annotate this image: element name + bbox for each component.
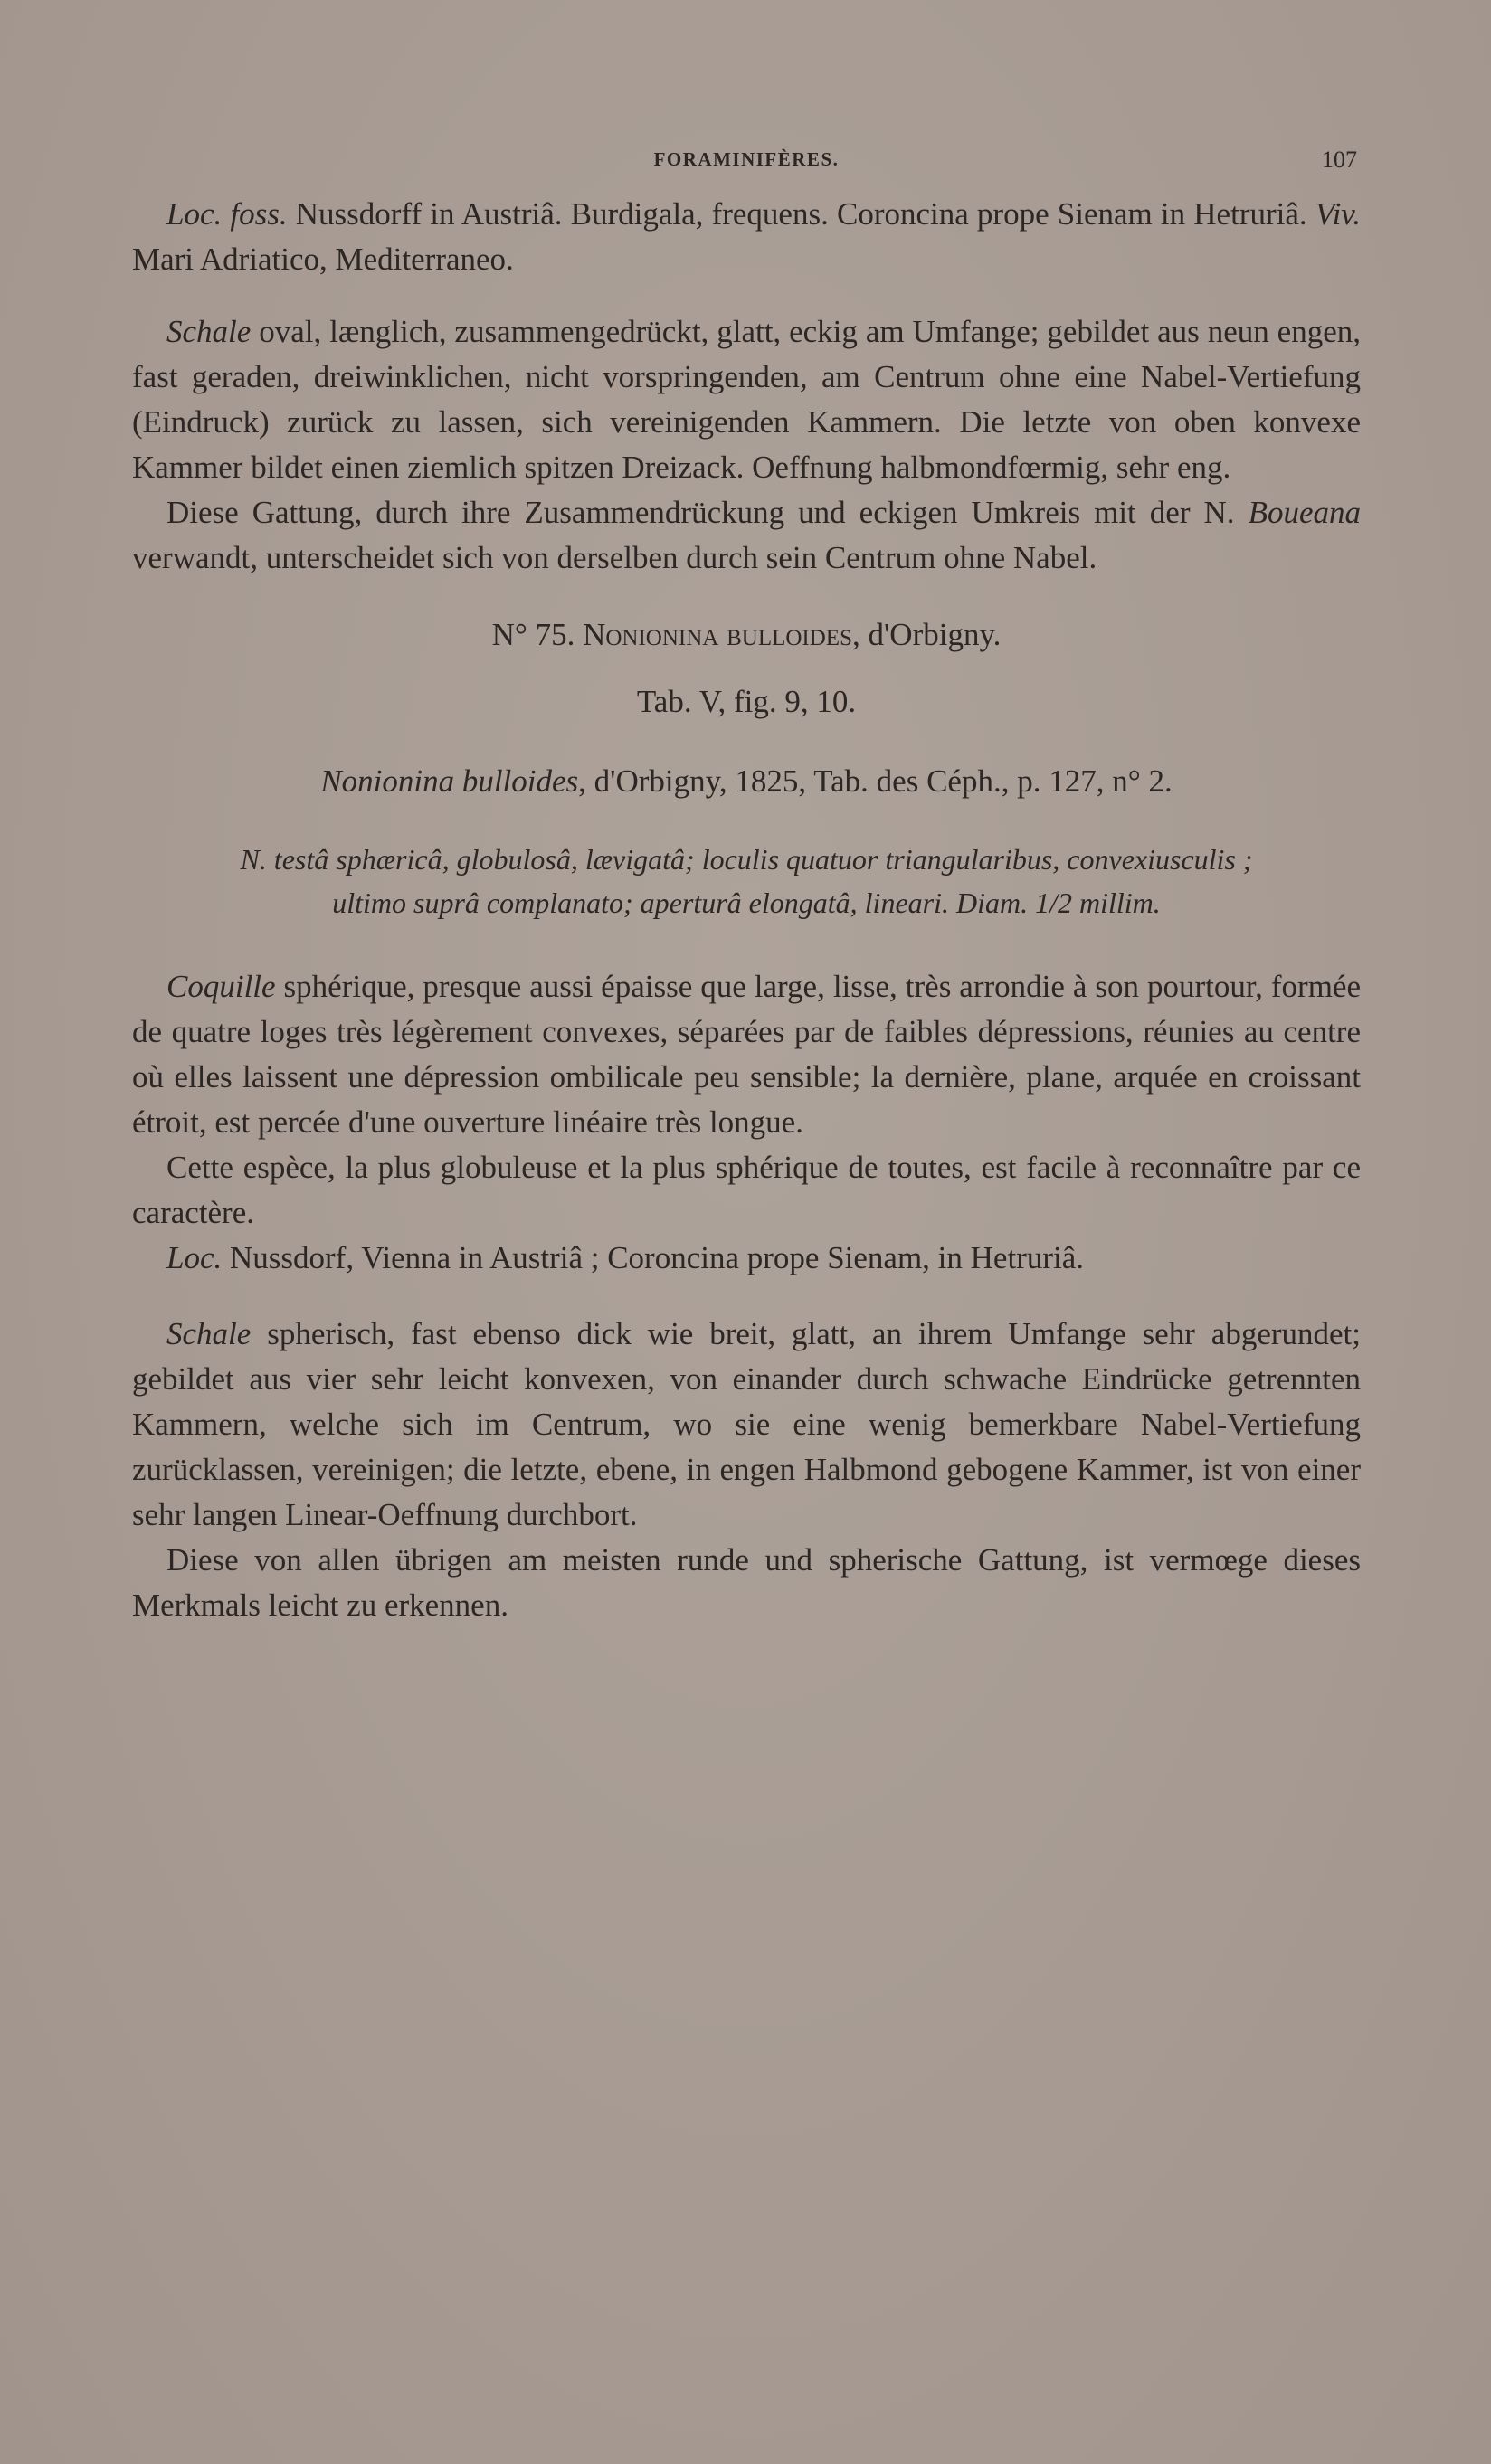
french-remark: Cette espèce, la plus globuleuse et la plus sphérique de toutes, est facile à reconnaître par ce caractère. bbox=[132, 1150, 1361, 1230]
synonym-text: , d'Orbigny, 1825, Tab. des Céph., p. 127, n° 2. bbox=[578, 763, 1173, 799]
diagnosis-line-1: N. testâ sphæricâ, globulosâ, lævigatâ; loculis quatuor triangularibus, convexiusculis ; bbox=[240, 843, 1253, 876]
german-description-2-text: spherisch, fast ebenso dick wie breit, glatt, an ihrem Umfange sehr abgerundet; gebildet aus vier sehr leicht konvexen, von einander durch schwache Eindrücke getrennten Kammern, welche sich im Centrum, wo sie eine wenig bemerkbare Nabel-Vertiefung zurücklassen, vereinigen; die letzte, ebene, in engen Halbmond gebogene Kammer, ist von einer sehr langen Linear-Oeffnung durchbort. bbox=[132, 1316, 1361, 1532]
german-remark: Diese von allen übrigen am meisten runde und spherische Gattung, ist vermœge dieses Merkmals leicht zu erkennen. bbox=[132, 1542, 1361, 1623]
synonymy bbox=[132, 760, 1361, 803]
running-head: FORAMINIFÈRES. bbox=[653, 148, 840, 170]
schale-label-2: Schale bbox=[166, 1316, 252, 1351]
german-comparison bbox=[132, 490, 1361, 581]
page-content bbox=[132, 192, 1361, 1628]
german-description-1-text: oval, længlich, zusammengedrückt, glatt, eckig am Umfange; gebildet aus neun engen, fast geraden, dreiwinklichen, nicht vorspringenden, am Centrum ohne eine Nabel-Vertiefung (Eindruck) zurück zu lassen, sich vereinigenden Kammern. Die letzte von oben konvexe Kammer bildet einen ziemlich spitzen Dreizack. Oeffnung halbmondfœrmig, sehr eng. bbox=[132, 314, 1361, 485]
french-description-text: sphérique, presque aussi épaisse que large, lisse, très arrondie à son pourtour, formée de quatre loges très légèrement convexes, séparées par de faibles dépressions, réunies au centre où elles laissent une dépression ombilicale peu sensible; la dernière, plane, arquée en croissant étroit, est percée d'une ouverture linéaire très longue. bbox=[132, 969, 1361, 1140]
species-author: , d'Orbigny. bbox=[851, 617, 1002, 652]
french-locality bbox=[132, 1236, 1361, 1281]
synonym-name: Nonionina bulloides bbox=[320, 763, 579, 799]
german-comparison-text-a: Diese Gattung, durch ihre Zusammendrückung und eckigen Umkreis mit der N. bbox=[166, 495, 1249, 530]
viv-label: Viv. bbox=[1315, 196, 1361, 232]
loc-foss-label: Loc. foss. bbox=[166, 196, 288, 232]
page-header bbox=[136, 148, 1357, 175]
french-description bbox=[132, 964, 1361, 1145]
loc-foss-text: Nussdorff in Austriâ. Burdigala, frequens. Coroncina prope Sienam in Hetruriâ. bbox=[287, 196, 1315, 232]
page-number: 107 bbox=[1322, 147, 1357, 173]
locality-paragraph bbox=[132, 192, 1361, 282]
viv-text: Mari Adriatico, Mediterraneo. bbox=[132, 242, 514, 277]
species-heading bbox=[132, 613, 1361, 657]
boueana-label: Boueana bbox=[1248, 495, 1361, 530]
schale-label: Schale bbox=[166, 314, 252, 349]
species-name: Nonionina bulloides bbox=[583, 617, 852, 652]
coquille-label: Coquille bbox=[166, 969, 276, 1004]
german-description-1 bbox=[132, 309, 1361, 490]
french-locality-text: Nussdorf, Vienna in Austriâ ; Coroncina prope Sienam, in Hetruriâ. bbox=[222, 1240, 1085, 1275]
loc-label: Loc. bbox=[166, 1240, 223, 1275]
plate-reference: Tab. V, fig. 9, 10. bbox=[636, 684, 857, 719]
german-description-2 bbox=[132, 1312, 1361, 1538]
german-comparison-text-b: verwandt, unterscheidet sich von derselben durch sein Centrum ohne Nabel. bbox=[132, 540, 1097, 575]
species-number: N° 75. bbox=[491, 617, 584, 652]
latin-diagnosis bbox=[132, 838, 1361, 924]
diagnosis-line-2: ultimo suprâ complanato; aperturâ elongatâ, lineari. Diam. 1/2 millim. bbox=[332, 886, 1161, 919]
